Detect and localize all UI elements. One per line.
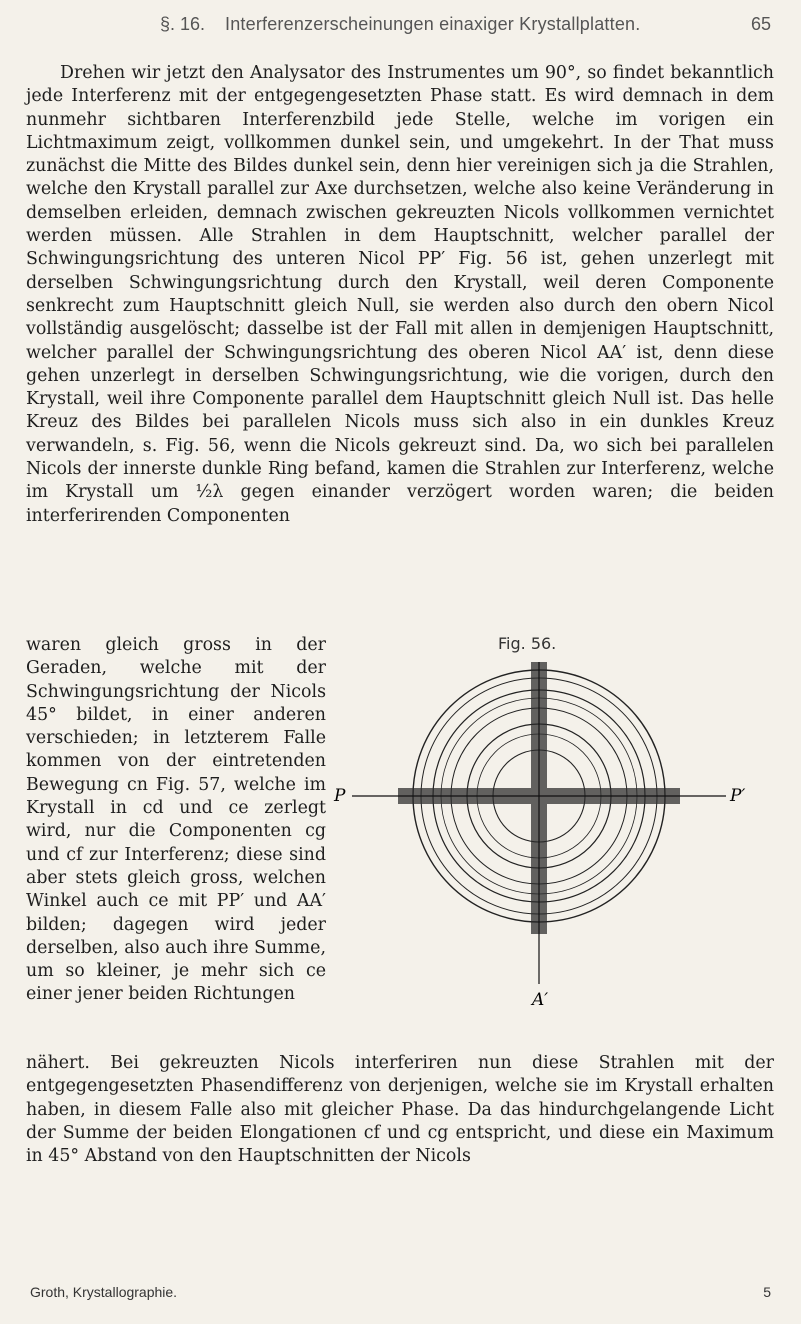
figure-caption: Fig. 56.: [498, 634, 557, 653]
wrapped-paragraph: [26, 634, 326, 1007]
paragraph-text: Drehen wir jetzt den Analysator des Instrumentes um 90°, so findet bekanntlich jede Interferenz mit der entgegengesetzten Phase statt. Es wird demnach in dem nunmehr sichtbaren Interferenzbild jede Stelle, welche im vorigen ein Lichtmaximum zeigt, vollkommen dunkel sein, und umgekehrt. In der That muss zunächst die Mitte des Bildes dunkel sein, denn hier vereinigen sich ja die Strahlen, welche den Krystall parallel zur Axe durchsetzen, welche also keine Veränderung in demselben erleiden, demnach zwischen gekreuzten Nicols vollkommen vernichtet werden müssen. Alle Strahlen in dem Hauptschnitt, welcher parallel der Schwingungsrichtung des unteren Nicol PP′ Fig. 56 ist, gehen unzerlegt mit derselben Schwingungsrichtung durch den Krystall, weil deren Componente senkrecht zum Hauptschnitt gleich Null, sie werden also durch den obern Nicol vollständig ausgelöscht; dasselbe ist der Fall mit allen in demjenigen Hauptschnitt, welcher parallel der Schwingungsrichtung des oberen Nicol AA′ ist, denn diese gehen unzerlegt in derselben Schwingungsrichtung, wie die vorigen, durch den Krystall, weil ihre Componente parallel dem Hauptschnitt gleich Null ist. Das helle Kreuz des Bildes bei parallelen Nicols muss sich also in ein dunkles Kreuz verwandeln, s. Fig. 56, wenn die Nicols gekreuzt sind. Da, wo sich bei parallelen Nicols der innerste dunkle Ring befand, kamen die Strahlen zur Interferenz, welche im Krystall um ½λ gegen einander verzögert worden waren; die beiden interferirenden Componenten: [26, 63, 774, 526]
running-header: [30, 8, 771, 38]
section-number: §. 16.: [160, 14, 206, 34]
page-number: 65: [750, 14, 771, 34]
main-paragraph: [26, 62, 774, 528]
signature-mark: 5: [763, 1284, 771, 1300]
tail-text: nähert. Bei gekreuzten Nicols interferiren nun diese Strahlen mit der entgegengesetzten Phasendifferenz von derjenigen, welche sie im Krystall erhalten haben, in diesem Falle also mit gleicher Phase. Da das hindurchgelangende Licht der Summe der beiden Elongationen cf und cg entspricht, und diese ein Maximum in 45° Abstand von den Hauptschnitten der Nicols: [26, 1053, 774, 1167]
wrapped-text: waren gleich gross in der Geraden, welche mit der Schwingungsrichtung der Nicols 45° bildet, in einer anderen verschieden; in letzterem Falle kommen von der eintretenden Bewegung cn Fig. 57, welche im Krystall in cd und ce zerlegt wird, nur die Componenten cg und cf zur Interferenz; diese sind aber stets gleich gross, welchen Winkel auch ce mit PP′ und AA′ bilden; dagegen wird jeder derselben, also auch ihre Summe, um so kleiner, je mehr sich ce einer jener beiden Richtungen: [26, 635, 326, 1005]
label-p: P: [334, 786, 346, 806]
tail-paragraph: [26, 1052, 774, 1168]
running-title: Interferenzerscheinungen einaxiger Krystallplatten.: [225, 14, 641, 34]
publication-note: Groth, Krystallographie.: [30, 1284, 178, 1300]
interference-figure: [328, 662, 778, 1022]
label-a-prime: A′: [532, 990, 549, 1010]
label-p-prime: P′: [730, 786, 746, 806]
